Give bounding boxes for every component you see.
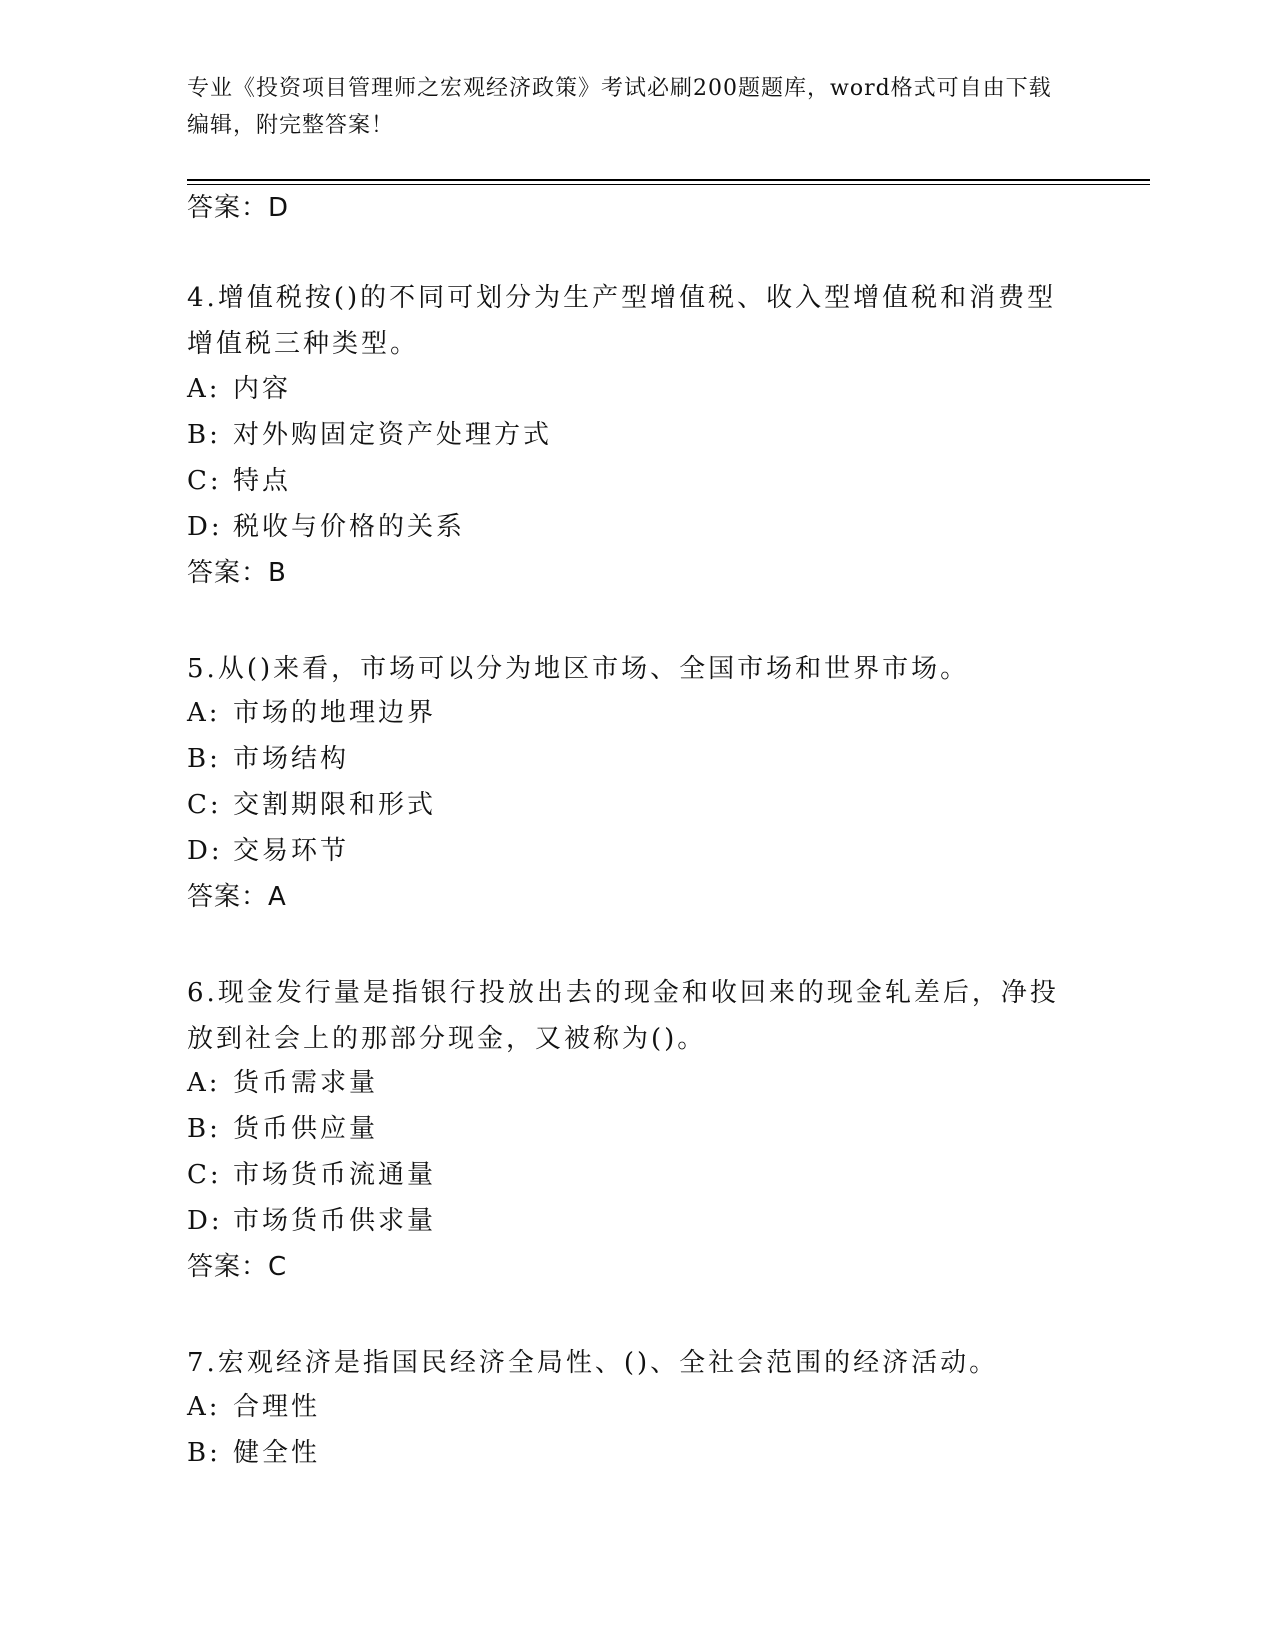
question-5-option-b bbox=[187, 744, 349, 774]
option-letter: A: bbox=[187, 1068, 221, 1098]
question-number: 4. bbox=[187, 283, 218, 313]
answer-line bbox=[187, 882, 287, 912]
option-letter: D: bbox=[187, 836, 223, 866]
option-text: 交割期限和形式 bbox=[233, 790, 437, 820]
option-text: 交易环节 bbox=[233, 836, 350, 866]
question-7-stem bbox=[187, 1340, 1077, 1386]
question-5-option-a bbox=[187, 698, 436, 728]
option-text: 货币供应量 bbox=[233, 1114, 379, 1144]
question-6-stem bbox=[187, 970, 1077, 1062]
question-6-option-b bbox=[187, 1114, 378, 1144]
option-text: 市场货币流通量 bbox=[233, 1160, 437, 1190]
question-7-option-b bbox=[187, 1438, 320, 1468]
question-5-option-d bbox=[187, 836, 349, 866]
header-rule-thick bbox=[187, 179, 1150, 181]
question-number: 7. bbox=[187, 1348, 218, 1378]
option-letter: A: bbox=[187, 698, 221, 728]
option-text: 市场货币供求量 bbox=[233, 1206, 437, 1236]
question-6-option-d bbox=[187, 1206, 436, 1236]
answer-line bbox=[187, 558, 287, 588]
option-text: 合理性 bbox=[233, 1392, 321, 1422]
option-text: 货币需求量 bbox=[233, 1068, 379, 1098]
question-text: 现金发行量是指银行投放出去的现金和收回来的现金轧差后，净投放到社会上的那部分现金，又被称为()。 bbox=[187, 978, 1059, 1054]
question-text: 从()来看，市场可以分为地区市场、全国市场和世界市场。 bbox=[217, 654, 970, 684]
option-letter: C: bbox=[187, 1160, 222, 1190]
answer-label: 答案： bbox=[187, 882, 269, 912]
question-7-option-a bbox=[187, 1392, 320, 1422]
question-text: 增值税按()的不同可划分为生产型增值税、收入型增值税和消费型增值税三种类型。 bbox=[187, 283, 1057, 359]
answer-value: A bbox=[268, 882, 287, 912]
answer-line bbox=[187, 193, 289, 223]
option-letter: B: bbox=[187, 1438, 221, 1468]
question-4-option-d bbox=[187, 512, 465, 542]
header-rule-thin bbox=[187, 184, 1150, 185]
option-text: 税收与价格的关系 bbox=[233, 512, 466, 542]
answer-label: 答案： bbox=[187, 558, 269, 588]
question-5-option-c bbox=[187, 790, 436, 820]
question-number: 5. bbox=[187, 654, 218, 684]
answer-line bbox=[187, 1252, 287, 1282]
option-text: 健全性 bbox=[233, 1438, 321, 1468]
question-6-option-a bbox=[187, 1068, 378, 1098]
answer-label: 答案： bbox=[187, 193, 269, 223]
question-5-stem bbox=[187, 646, 1077, 692]
option-letter: B: bbox=[187, 420, 221, 450]
document-header: 专业《投资项目管理师之宏观经济政策》考试必刷200题题库，word格式可自由下载编辑，附完整答案！ bbox=[187, 76, 1052, 138]
answer-label: 答案： bbox=[187, 1252, 269, 1282]
question-4-stem bbox=[187, 275, 1077, 367]
option-letter: B: bbox=[187, 744, 221, 774]
question-6-option-c bbox=[187, 1160, 436, 1190]
option-letter: B: bbox=[187, 1114, 221, 1144]
option-text: 市场的地理边界 bbox=[233, 698, 437, 728]
question-4-option-c bbox=[187, 466, 291, 496]
option-text: 内容 bbox=[233, 374, 292, 404]
question-4-option-b bbox=[187, 420, 552, 450]
question-text: 宏观经济是指国民经济全局性、()、全社会范围的经济活动。 bbox=[217, 1348, 999, 1378]
option-letter: A: bbox=[187, 374, 221, 404]
question-number: 6. bbox=[187, 978, 218, 1008]
option-letter: A: bbox=[187, 1392, 221, 1422]
option-letter: D: bbox=[187, 512, 223, 542]
option-text: 市场结构 bbox=[233, 744, 350, 774]
option-text: 特点 bbox=[233, 466, 292, 496]
option-letter: C: bbox=[187, 466, 222, 496]
option-letter: C: bbox=[187, 790, 222, 820]
answer-value: B bbox=[268, 558, 287, 588]
question-4-option-a bbox=[187, 374, 291, 404]
option-letter: D: bbox=[187, 1206, 223, 1236]
option-text: 对外购固定资产处理方式 bbox=[233, 420, 553, 450]
answer-value: D bbox=[268, 193, 290, 223]
answer-value: C bbox=[268, 1252, 288, 1282]
